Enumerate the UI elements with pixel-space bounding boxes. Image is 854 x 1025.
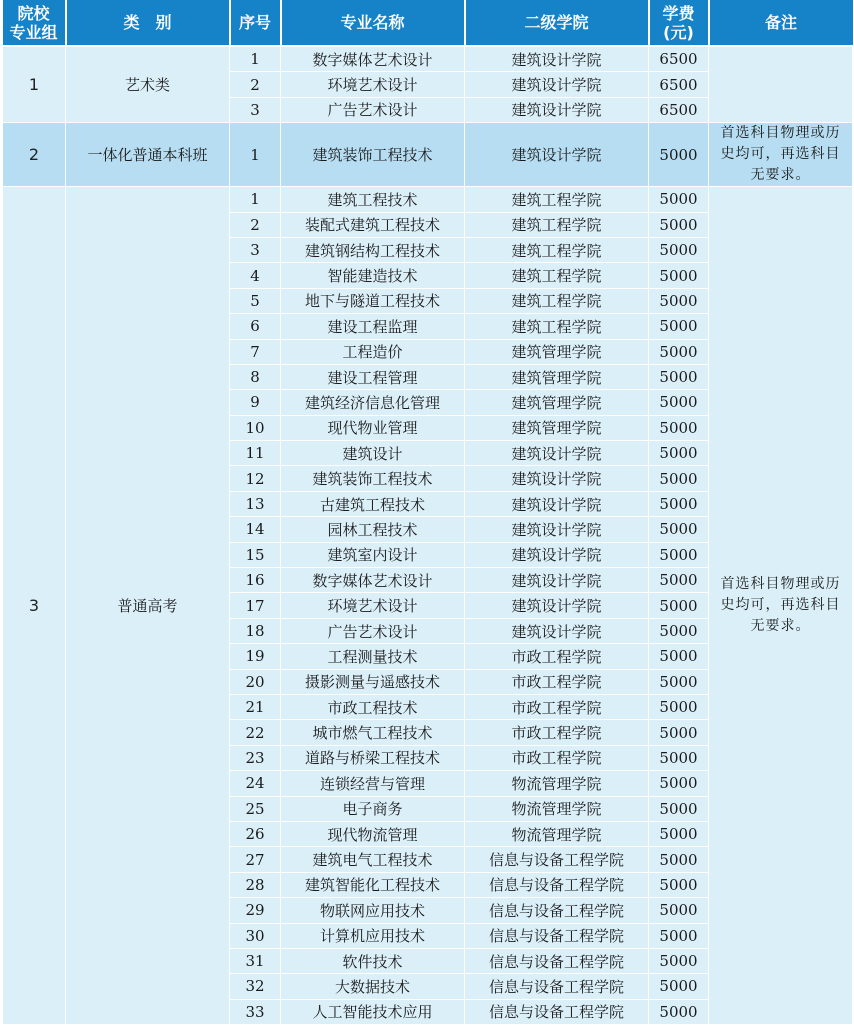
cell-seq: 14 (230, 517, 281, 542)
header-seq: 序号 (230, 0, 281, 46)
cell-fee: 5000 (649, 568, 709, 593)
cell-seq: 1 (230, 187, 281, 212)
cell-major: 建筑智能化工程技术 (281, 872, 465, 897)
cell-fee: 5000 (649, 415, 709, 440)
cell-college: 建筑设计学院 (465, 46, 649, 72)
cell-college: 建筑管理学院 (465, 415, 649, 440)
cell-major: 数字媒体艺术设计 (281, 46, 465, 72)
header-group-line1: 院校 (17, 3, 50, 23)
table-row (3, 46, 853, 72)
cell-major: 电子商务 (281, 796, 465, 821)
cell-fee: 5000 (649, 847, 709, 872)
header-note: 备注 (709, 0, 853, 46)
cell-major: 环境艺术设计 (281, 593, 465, 618)
cell-major: 建设工程监理 (281, 314, 465, 339)
header-row (3, 0, 853, 46)
cell-fee: 5000 (649, 288, 709, 313)
cell-seq: 24 (230, 771, 281, 796)
cell-college: 建筑工程学院 (465, 263, 649, 288)
cell-fee: 5000 (649, 898, 709, 923)
cell-major: 市政工程技术 (281, 694, 465, 719)
cell-college: 信息与设备工程学院 (465, 923, 649, 948)
group-note: 首选科目物理或历史均可，再选科目无要求。 (709, 123, 853, 187)
cell-fee: 5000 (649, 720, 709, 745)
cell-college: 信息与设备工程学院 (465, 999, 649, 1024)
cell-major: 建筑工程技术 (281, 187, 465, 212)
cell-fee: 6500 (649, 72, 709, 97)
cell-fee: 5000 (649, 123, 709, 187)
cell-fee: 5000 (649, 491, 709, 516)
cell-college: 建筑设计学院 (465, 72, 649, 97)
cell-major: 园林工程技术 (281, 517, 465, 542)
group-number: 2 (3, 123, 66, 187)
cell-college: 市政工程学院 (465, 644, 649, 669)
cell-college: 建筑工程学院 (465, 187, 649, 212)
cell-college: 建筑工程学院 (465, 212, 649, 237)
cell-major: 地下与隧道工程技术 (281, 288, 465, 313)
cell-fee: 5000 (649, 237, 709, 262)
header-fee (649, 0, 709, 46)
cell-major: 现代物业管理 (281, 415, 465, 440)
header-category: 类 别 (66, 0, 230, 46)
cell-college: 物流管理学院 (465, 821, 649, 846)
table-body (3, 46, 853, 1025)
group-number: 3 (3, 187, 66, 1025)
cell-major: 建筑室内设计 (281, 542, 465, 567)
cell-major: 建筑电气工程技术 (281, 847, 465, 872)
cell-major: 工程造价 (281, 339, 465, 364)
cell-seq: 32 (230, 974, 281, 999)
cell-major: 建设工程管理 (281, 364, 465, 389)
cell-seq: 23 (230, 745, 281, 770)
cell-fee: 5000 (649, 187, 709, 212)
cell-major: 环境艺术设计 (281, 72, 465, 97)
cell-major: 广告艺术设计 (281, 618, 465, 643)
cell-major: 道路与桥梁工程技术 (281, 745, 465, 770)
cell-fee: 5000 (649, 364, 709, 389)
cell-college: 建筑设计学院 (465, 466, 649, 491)
cell-fee: 5000 (649, 745, 709, 770)
cell-seq: 6 (230, 314, 281, 339)
cell-college: 信息与设备工程学院 (465, 898, 649, 923)
cell-college: 建筑设计学院 (465, 618, 649, 643)
cell-major: 现代物流管理 (281, 821, 465, 846)
cell-seq: 7 (230, 339, 281, 364)
cell-major: 摄影测量与遥感技术 (281, 669, 465, 694)
group-category: 普通高考 (66, 187, 230, 1025)
cell-major: 物联网应用技术 (281, 898, 465, 923)
cell-major: 计算机应用技术 (281, 923, 465, 948)
cell-major: 智能建造技术 (281, 263, 465, 288)
cell-college: 建筑设计学院 (465, 441, 649, 466)
cell-seq: 26 (230, 821, 281, 846)
cell-seq: 3 (230, 97, 281, 122)
cell-fee: 5000 (649, 542, 709, 567)
cell-fee: 5000 (649, 796, 709, 821)
group-number: 1 (3, 46, 66, 123)
cell-major: 连锁经营与管理 (281, 771, 465, 796)
cell-college: 建筑设计学院 (465, 542, 649, 567)
major-table (2, 0, 853, 1025)
cell-major: 建筑钢结构工程技术 (281, 237, 465, 262)
cell-major: 数字媒体艺术设计 (281, 568, 465, 593)
header-fee-line2: (元) (663, 22, 694, 42)
cell-major: 建筑经济信息化管理 (281, 390, 465, 415)
cell-seq: 21 (230, 694, 281, 719)
cell-college: 物流管理学院 (465, 771, 649, 796)
cell-college: 物流管理学院 (465, 796, 649, 821)
cell-college: 市政工程学院 (465, 720, 649, 745)
cell-major: 装配式建筑工程技术 (281, 212, 465, 237)
cell-seq: 28 (230, 872, 281, 897)
cell-seq: 27 (230, 847, 281, 872)
cell-seq: 25 (230, 796, 281, 821)
cell-college: 建筑设计学院 (465, 491, 649, 516)
cell-fee: 5000 (649, 644, 709, 669)
cell-fee: 5000 (649, 314, 709, 339)
cell-college: 市政工程学院 (465, 669, 649, 694)
header-fee-line1: 学费 (662, 3, 695, 23)
cell-fee: 5000 (649, 974, 709, 999)
cell-seq: 15 (230, 542, 281, 567)
cell-college: 建筑设计学院 (465, 593, 649, 618)
cell-college: 建筑设计学院 (465, 97, 649, 122)
cell-seq: 17 (230, 593, 281, 618)
cell-fee: 5000 (649, 669, 709, 694)
cell-fee: 5000 (649, 212, 709, 237)
cell-college: 建筑管理学院 (465, 339, 649, 364)
cell-seq: 19 (230, 644, 281, 669)
header-major: 专业名称 (281, 0, 465, 46)
cell-fee: 5000 (649, 821, 709, 846)
cell-seq: 29 (230, 898, 281, 923)
cell-seq: 2 (230, 212, 281, 237)
cell-major: 工程测量技术 (281, 644, 465, 669)
cell-seq: 5 (230, 288, 281, 313)
cell-major: 建筑装饰工程技术 (281, 123, 465, 187)
cell-college: 市政工程学院 (465, 745, 649, 770)
table-header (3, 0, 853, 46)
cell-seq: 11 (230, 441, 281, 466)
cell-college: 信息与设备工程学院 (465, 974, 649, 999)
cell-seq: 9 (230, 390, 281, 415)
cell-fee: 5000 (649, 948, 709, 973)
table-row (3, 187, 853, 212)
cell-major: 古建筑工程技术 (281, 491, 465, 516)
cell-college: 建筑设计学院 (465, 568, 649, 593)
cell-seq: 13 (230, 491, 281, 516)
table-row (3, 123, 853, 187)
cell-major: 广告艺术设计 (281, 97, 465, 122)
cell-seq: 33 (230, 999, 281, 1024)
cell-college: 信息与设备工程学院 (465, 847, 649, 872)
cell-seq: 22 (230, 720, 281, 745)
group-note (709, 46, 853, 123)
cell-seq: 12 (230, 466, 281, 491)
cell-seq: 20 (230, 669, 281, 694)
cell-fee: 6500 (649, 46, 709, 72)
cell-college: 建筑工程学院 (465, 314, 649, 339)
cell-college: 建筑管理学院 (465, 364, 649, 389)
cell-major: 软件技术 (281, 948, 465, 973)
header-college: 二级学院 (465, 0, 649, 46)
cell-major: 大数据技术 (281, 974, 465, 999)
cell-fee: 5000 (649, 593, 709, 618)
cell-college: 信息与设备工程学院 (465, 872, 649, 897)
cell-seq: 31 (230, 948, 281, 973)
cell-fee: 5000 (649, 517, 709, 542)
header-group (3, 0, 66, 46)
cell-seq: 16 (230, 568, 281, 593)
cell-fee: 5000 (649, 923, 709, 948)
cell-fee: 5000 (649, 441, 709, 466)
cell-fee: 5000 (649, 390, 709, 415)
cell-college: 建筑设计学院 (465, 123, 649, 187)
cell-college: 建筑工程学院 (465, 237, 649, 262)
cell-seq: 1 (230, 46, 281, 72)
cell-fee: 5000 (649, 618, 709, 643)
cell-college: 建筑设计学院 (465, 517, 649, 542)
cell-college: 信息与设备工程学院 (465, 948, 649, 973)
cell-fee: 5000 (649, 999, 709, 1024)
cell-fee: 5000 (649, 466, 709, 491)
cell-fee: 5000 (649, 872, 709, 897)
group-category: 一体化普通本科班 (66, 123, 230, 187)
cell-seq: 10 (230, 415, 281, 440)
header-group-line2: 专业组 (9, 22, 58, 42)
cell-seq: 18 (230, 618, 281, 643)
group-note: 首选科目物理或历史均可，再选科目无要求。 (709, 187, 853, 1025)
cell-seq: 3 (230, 237, 281, 262)
cell-college: 建筑工程学院 (465, 288, 649, 313)
cell-seq: 4 (230, 263, 281, 288)
cell-fee: 5000 (649, 339, 709, 364)
cell-seq: 8 (230, 364, 281, 389)
cell-seq: 2 (230, 72, 281, 97)
cell-major: 建筑装饰工程技术 (281, 466, 465, 491)
cell-fee: 5000 (649, 263, 709, 288)
cell-major: 人工智能技术应用 (281, 999, 465, 1024)
cell-fee: 5000 (649, 694, 709, 719)
cell-college: 建筑管理学院 (465, 390, 649, 415)
cell-major: 建筑设计 (281, 441, 465, 466)
cell-major: 城市燃气工程技术 (281, 720, 465, 745)
cell-fee: 6500 (649, 97, 709, 122)
cell-college: 市政工程学院 (465, 694, 649, 719)
cell-seq: 1 (230, 123, 281, 187)
group-category: 艺术类 (66, 46, 230, 123)
cell-fee: 5000 (649, 771, 709, 796)
cell-seq: 30 (230, 923, 281, 948)
